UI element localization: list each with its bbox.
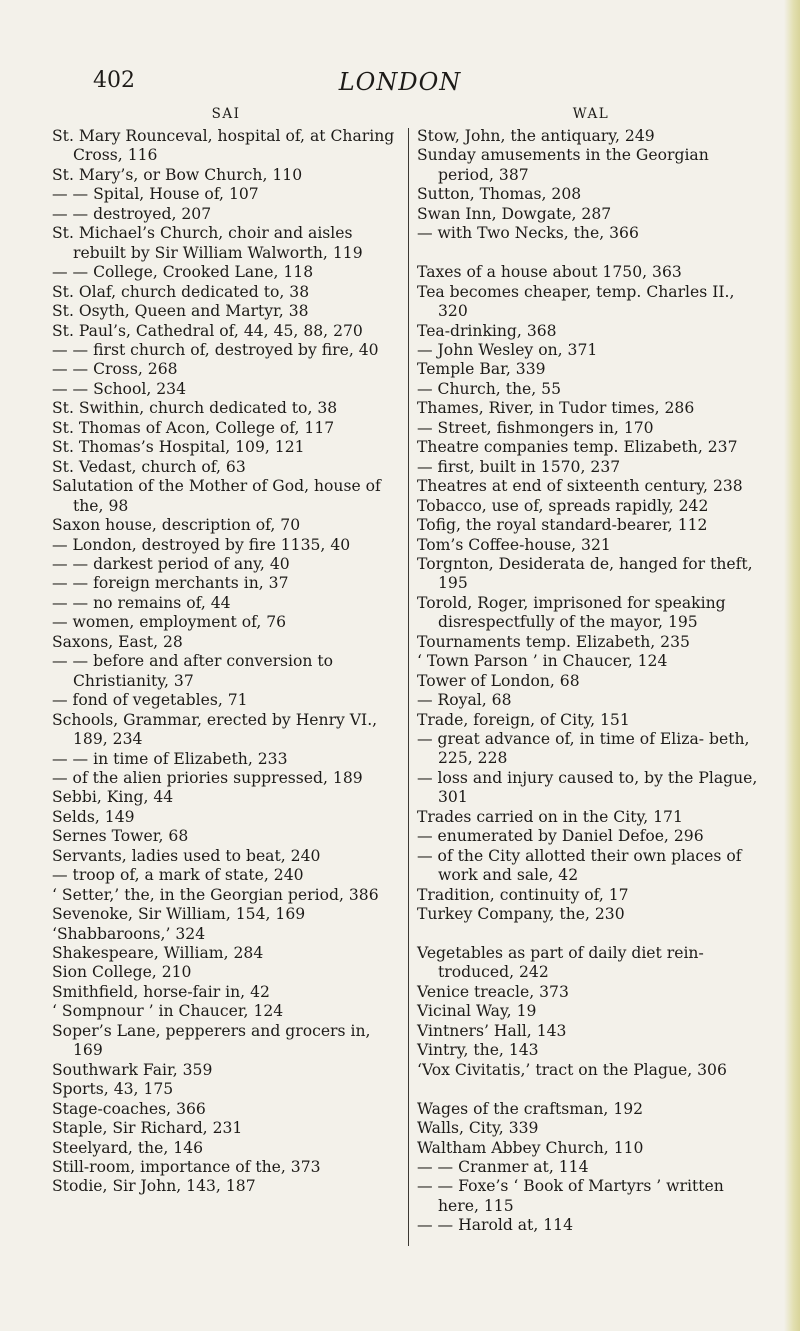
running-title: LONDON — [338, 68, 462, 96]
index-entry: — enumerated by Daniel Defoe, 296 — [417, 827, 704, 846]
page-number: 402 — [93, 68, 135, 93]
index-entry: Staple, Sir Richard, 231 — [52, 1119, 243, 1138]
index-entry-list-right — [417, 127, 765, 1236]
index-entry: Sernes Tower, 68 — [52, 827, 189, 846]
index-entry: — John Wesley on, 371 — [417, 340, 598, 359]
index-entry: Vegetables as part of daily diet rein- troduced, 242 — [417, 944, 704, 982]
index-entry: — — School, 234 — [52, 379, 187, 398]
index-entry: Smithfield, horse-fair in, 42 — [52, 982, 270, 1001]
index-entry: Theatre companies temp. Elizabeth, 237 — [417, 438, 738, 457]
index-entry: St. Thomas’s Hospital, 109, 121 — [52, 438, 305, 457]
index-entry: St. Swithin, church dedicated to, 38 — [52, 399, 338, 418]
index-entry: Stodie, Sir John, 143, 187 — [52, 1177, 256, 1196]
index-entry: — — Spital, House of, 107 — [52, 185, 259, 204]
index-entry: Sutton, Thomas, 208 — [417, 185, 582, 204]
index-entry: Turkey Company, the, 230 — [417, 905, 625, 924]
index-entry: Waltham Abbey Church, 110 — [417, 1138, 644, 1157]
index-entry: — Street, fishmongers in, 170 — [417, 418, 654, 437]
index-entry: Selds, 149 — [52, 807, 135, 826]
index-entry: St. Olaf, church dedicated to, 38 — [52, 282, 310, 301]
index-entry: Wages of the craftsman, 192 — [417, 1099, 644, 1118]
index-entry: Salutation of the Mother of God, house of the, 98 — [52, 477, 381, 515]
index-entry: Trade, foreign, of City, 151 — [417, 710, 630, 729]
index-entry: ‘ Sompnour ’ in Chaucer, 124 — [52, 1002, 284, 1021]
index-entry: Sunday amusements in the Georgian period, 387 — [417, 146, 709, 184]
index-entry: — — destroyed, 207 — [52, 204, 212, 223]
index-entry: Schools, Grammar, erected by Henry VI., 189, 234 — [52, 710, 378, 749]
index-entry: Taxes of a house about 1750, 363 — [417, 263, 682, 282]
catchword-left: SAI — [211, 106, 241, 122]
section-gap — [417, 1080, 765, 1099]
index-entry: Tom’s Coffee-house, 321 — [417, 535, 611, 554]
index-entry: — — in time of Elizabeth, 233 — [52, 749, 288, 768]
index-entry: Torold, Roger, imprisoned for speaking disrespectfully of the mayor, 195 — [417, 593, 726, 632]
index-entry: — fond of vegetables, 71 — [52, 691, 248, 710]
index-entry: Torgnton, Desiderata de, hanged for theft, 195 — [417, 554, 753, 593]
index-entry: Saxon house, description of, 70 — [52, 516, 301, 535]
column-divider — [408, 128, 409, 1246]
index-entry: — — no remains of, 44 — [52, 593, 231, 612]
index-entry: Soper’s Lane, pepperers and grocers in, 169 — [52, 1021, 371, 1060]
index-entry: Stage-coaches, 366 — [52, 1099, 206, 1118]
index-entry: Tea becomes cheaper, temp. Charles II., 320 — [417, 282, 735, 321]
index-entry: Sion College, 210 — [52, 963, 192, 982]
index-entry: Servants, ladies used to beat, 240 — [52, 846, 321, 865]
index-entry: Sebbi, King, 44 — [52, 788, 174, 807]
index-column-right — [417, 101, 765, 1236]
index-entry: St. Vedast, church of, 63 — [52, 457, 246, 476]
section-gap — [417, 244, 765, 263]
index-entry: ‘Vox Civitatis,’ tract on the Plague, 306 — [417, 1060, 727, 1079]
index-entry: Shakespeare, William, 284 — [52, 944, 264, 963]
index-entry: Saxons, East, 28 — [52, 632, 183, 651]
index-entry: — — foreign merchants in, 37 — [52, 574, 289, 593]
index-entry: Theatres at end of sixteenth century, 238 — [417, 477, 743, 496]
index-entry: Stow, John, the antiquary, 249 — [417, 127, 655, 145]
index-entry: Tea-drinking, 368 — [417, 321, 557, 340]
index-entry: Tournaments temp. Elizabeth, 235 — [417, 632, 690, 651]
index-entry: — — Harold at, 114 — [417, 1216, 574, 1235]
index-entry: St. Osyth, Queen and Martyr, 38 — [52, 302, 309, 321]
index-entry: St. Michael’s Church, choir and aisles rebuilt by Sir William Walworth, 119 — [52, 224, 363, 262]
index-entry: Venice treacle, 373 — [417, 982, 569, 1001]
index-entry: Thames, River, in Tudor times, 286 — [417, 399, 695, 418]
index-entry: — troop of, a mark of state, 240 — [52, 866, 304, 885]
section-gap — [417, 925, 765, 944]
index-entry: Vintry, the, 143 — [417, 1041, 539, 1060]
index-entry: ‘Shabbaroons,’ 324 — [52, 924, 206, 943]
index-entry: — women, employment of, 76 — [52, 613, 287, 632]
index-entry: St. Mary Rounceval, hospital of, at Charing Cross, 116 — [52, 127, 395, 165]
index-entry: — — first church of, destroyed by fire, 40 — [52, 340, 379, 359]
index-entry: — loss and injury caused to, by the Plague, 301 — [417, 768, 758, 807]
index-entry: St. Paul’s, Cathedral of, 44, 45, 88, 270 — [52, 321, 363, 340]
index-entry: — great advance of, in time of Eliza- beth, 225, 228 — [417, 730, 750, 768]
index-entry-list-left — [52, 127, 400, 1197]
index-entry: St. Thomas of Acon, College of, 117 — [52, 418, 335, 437]
index-entry: Temple Bar, 339 — [417, 360, 546, 379]
index-entry: — with Two Necks, the, 366 — [417, 224, 639, 243]
index-entry: Tower of London, 68 — [417, 671, 580, 690]
index-entry: Southwark Fair, 359 — [52, 1060, 213, 1079]
index-entry: Still-room, importance of the, 373 — [52, 1158, 321, 1177]
index-entry: Walls, City, 339 — [417, 1119, 539, 1138]
index-entry: — of the alien priories suppressed, 189 — [52, 768, 363, 787]
index-entry: — — before and after conversion to Christianity, 37 — [52, 652, 334, 690]
index-entry: Vicinal Way, 19 — [417, 1002, 537, 1021]
page-edge — [784, 0, 800, 1331]
index-entry: — Church, the, 55 — [417, 379, 562, 398]
catchword-right: WAL — [572, 106, 610, 122]
index-entry: Sevenoke, Sir William, 154, 169 — [52, 905, 306, 924]
index-entry: — of the City allotted their own places of work and sale, 42 — [417, 846, 742, 885]
index-entry: Tobacco, use of, spreads rapidly, 242 — [417, 496, 709, 515]
index-entry: ‘ Town Parson ’ in Chaucer, 124 — [417, 652, 668, 671]
index-entry: Vintners’ Hall, 143 — [417, 1021, 567, 1040]
index-entry: Trades carried on in the City, 171 — [417, 807, 683, 826]
index-entry: Steelyard, the, 146 — [52, 1138, 204, 1157]
index-entry: — — Cross, 268 — [52, 360, 178, 379]
index-entry: — — Cranmer at, 114 — [417, 1157, 589, 1176]
index-entry: — first, built in 1570, 237 — [417, 457, 621, 476]
index-entry: — London, destroyed by fire 1135, 40 — [52, 535, 351, 554]
page-header — [0, 68, 800, 102]
index-entry: Sports, 43, 175 — [52, 1080, 174, 1099]
index-entry: — — Foxe’s ‘ Book of Martyrs ’ written here, 115 — [417, 1177, 724, 1215]
index-entry: ‘ Setter,’ the, in the Georgian period, 386 — [52, 885, 379, 904]
index-entry: St. Mary’s, or Bow Church, 110 — [52, 165, 303, 184]
index-entry: Tradition, continuity of, 17 — [417, 885, 629, 904]
index-entry: — — College, Crooked Lane, 118 — [52, 263, 314, 282]
index-entry: Swan Inn, Dowgate, 287 — [417, 204, 612, 223]
index-entry: Tofig, the royal standard-bearer, 112 — [417, 516, 708, 535]
index-entry: — — darkest period of any, 40 — [52, 554, 290, 573]
index-column-left — [52, 101, 400, 1197]
index-entry: — Royal, 68 — [417, 691, 512, 710]
